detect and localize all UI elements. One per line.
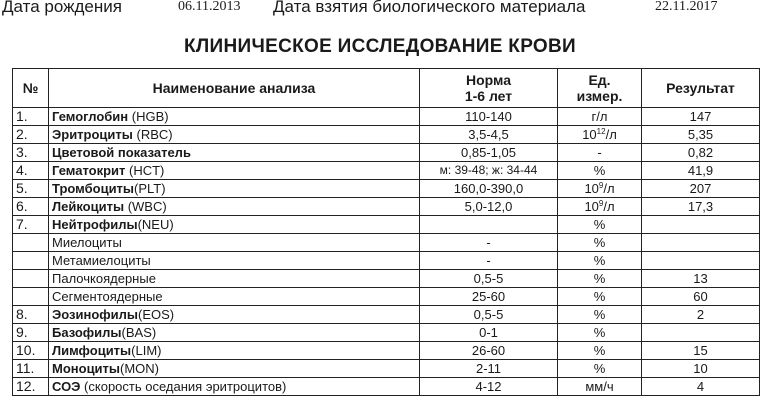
norm-header-line2: 1-6 лет [464,88,513,104]
result-value: 17,3 [642,198,760,216]
unit [558,270,642,288]
birth-date-value: 06.11.2013 [178,0,241,14]
test-name-main: Нейтрофилы [52,217,138,232]
test-abbreviation: (MON) [120,361,160,376]
column-header-norm [420,69,558,108]
reference-range: 0-1 [420,324,558,342]
row-number [13,234,49,252]
norm-header-line1: Норма [466,72,511,88]
test-abbreviation: (HCT) [125,163,165,178]
test-abbreviation: (HGB) [128,109,169,124]
test-name-main: Лимфоциты [52,343,132,358]
unit-base: % [593,271,606,286]
unit [558,216,642,234]
result-value: 5,35 [642,126,760,144]
reference-range [420,216,558,234]
reference-range: 3,5-4,5 [420,126,558,144]
test-name [49,324,420,342]
reference-range: 26-60 [420,342,558,360]
result-value [642,252,760,270]
test-abbreviation: (RBC) [132,127,173,142]
unit-base: % [593,325,606,340]
unit [558,360,642,378]
unit-base: % [593,361,606,376]
result-value: 10 [642,360,760,378]
unit-base: % [593,343,606,358]
test-name-main: Гематокрит [52,163,126,178]
unit [558,198,642,216]
test-name [49,378,420,396]
table-row [13,162,760,180]
test-name [49,126,420,144]
test-name-main: Моноциты [52,361,121,376]
row-number: 1. [13,108,49,126]
table-row [13,180,760,198]
unit-suffix: /л [605,127,617,142]
unit-base: - [597,145,602,160]
table-row [13,306,760,324]
unit-base: 10 [584,181,599,196]
row-number: 10. [13,342,49,360]
unit-header-line2: измер. [576,88,623,104]
test-name-main: Тромбоциты [52,181,135,196]
unit [558,306,642,324]
reference-range: 160,0-390,0 [420,180,558,198]
reference-range: 0,5-5 [420,306,558,324]
table-header-row [13,69,760,108]
reference-range: 110-140 [420,108,558,126]
unit-exponent: 9 [598,181,604,190]
table-row [13,108,760,126]
reference-range: 4-12 [420,378,558,396]
table-row [13,198,760,216]
result-value: 0,82 [642,144,760,162]
row-number: 9. [13,324,49,342]
unit-base: % [593,289,606,304]
result-value: 207 [642,180,760,198]
row-number: 3. [13,144,49,162]
test-name-main: Цветовой показатель [52,145,191,160]
row-number: 11. [13,360,49,378]
unit [558,108,642,126]
test-name-main: Гемоглобин [52,109,129,124]
blood-test-table [12,68,760,396]
unit [558,180,642,198]
table-row [13,126,760,144]
test-name [49,162,420,180]
test-name [49,270,420,288]
unit-base: г/л [591,109,608,124]
result-value: 41,9 [642,162,760,180]
test-abbreviation: (BAS) [121,325,157,340]
test-name [49,306,420,324]
unit-exponent: 12 [596,127,606,136]
table-row [13,360,760,378]
test-name [49,198,420,216]
unit [558,144,642,162]
unit [558,252,642,270]
row-number: 2. [13,126,49,144]
sample-date-value: 22.11.2017 [655,0,718,14]
row-number: 5. [13,180,49,198]
row-number: 4. [13,162,49,180]
test-abbreviation: (NEU) [137,217,174,232]
table-row [13,324,760,342]
result-value: 13 [642,270,760,288]
unit-base: мм/ч [585,379,614,394]
column-header-name: Наименование анализа [49,69,420,108]
test-name-main: Лейкоциты [52,199,125,214]
unit [558,126,642,144]
column-header-unit [558,69,642,108]
reference-range: 5,0-12,0 [420,198,558,216]
unit [558,378,642,396]
result-value: 147 [642,108,760,126]
result-value: 4 [642,378,760,396]
result-value: 60 [642,288,760,306]
table-row [13,342,760,360]
row-number: 6. [13,198,49,216]
test-abbreviation: (WBC) [124,199,167,214]
test-name [49,252,420,270]
test-abbreviation: (EOS) [138,307,175,322]
unit-base: % [593,163,606,178]
table-row [13,252,760,270]
unit [558,342,642,360]
unit-base: % [593,217,606,232]
row-number [13,288,49,306]
unit-suffix: /л [603,199,615,214]
patient-info-header [0,0,770,22]
test-name-main: Эритроциты [52,127,133,142]
reference-range: 25-60 [420,288,558,306]
table-row [13,288,760,306]
reference-range: м: 39-48; ж: 34-44 [420,162,558,180]
test-name [49,108,420,126]
test-abbreviation: (скорость оседания эритроцитов) [80,379,287,394]
test-name [49,234,420,252]
row-number: 8. [13,306,49,324]
unit-base: % [593,307,606,322]
row-number [13,270,49,288]
test-name [49,360,420,378]
result-value [642,216,760,234]
test-subname: Сегментоядерные [52,289,163,304]
unit [558,324,642,342]
result-value [642,324,760,342]
test-abbreviation: (PLT) [134,181,166,196]
column-header-result: Результат [642,69,760,108]
birth-date-label: Дата рождения [2,0,122,16]
test-name [49,288,420,306]
reference-range: - [420,234,558,252]
document-title: КЛИНИЧЕСКОЕ ИССЛЕДОВАНИЕ КРОВИ [184,36,576,57]
unit-suffix: /л [603,181,615,196]
test-name [49,144,420,162]
unit-base: 10 [582,127,597,142]
table-row [13,270,760,288]
table-row [13,234,760,252]
row-number: 12. [13,378,49,396]
unit-exponent: 9 [598,199,604,208]
unit [558,288,642,306]
sample-date-label: Дата взятия биологического материала [273,0,586,16]
test-subname: Миелоциты [52,235,122,250]
unit [558,162,642,180]
unit-base: % [593,253,606,268]
row-number [13,252,49,270]
reference-range: 0,85-1,05 [420,144,558,162]
unit-header-line1: Ед. [588,72,611,88]
test-subname: Палочкоядерные [52,271,156,286]
reference-range: 2-11 [420,360,558,378]
column-header-num: № [13,69,49,108]
result-value [642,234,760,252]
unit-base: % [593,235,606,250]
test-name [49,342,420,360]
test-name [49,216,420,234]
reference-range: - [420,252,558,270]
table-row [13,216,760,234]
test-name-main: СОЭ [52,379,81,394]
table-row [13,378,760,396]
row-number: 7. [13,216,49,234]
test-abbreviation: (LIM) [131,343,162,358]
unit-base: 10 [584,199,599,214]
unit [558,234,642,252]
reference-range: 0,5-5 [420,270,558,288]
result-value: 2 [642,306,760,324]
result-value: 15 [642,342,760,360]
table-row [13,144,760,162]
test-name-main: Базофилы [52,325,122,340]
test-name-main: Эозинофилы [52,307,138,322]
test-name [49,180,420,198]
test-subname: Метамиелоциты [52,253,151,268]
